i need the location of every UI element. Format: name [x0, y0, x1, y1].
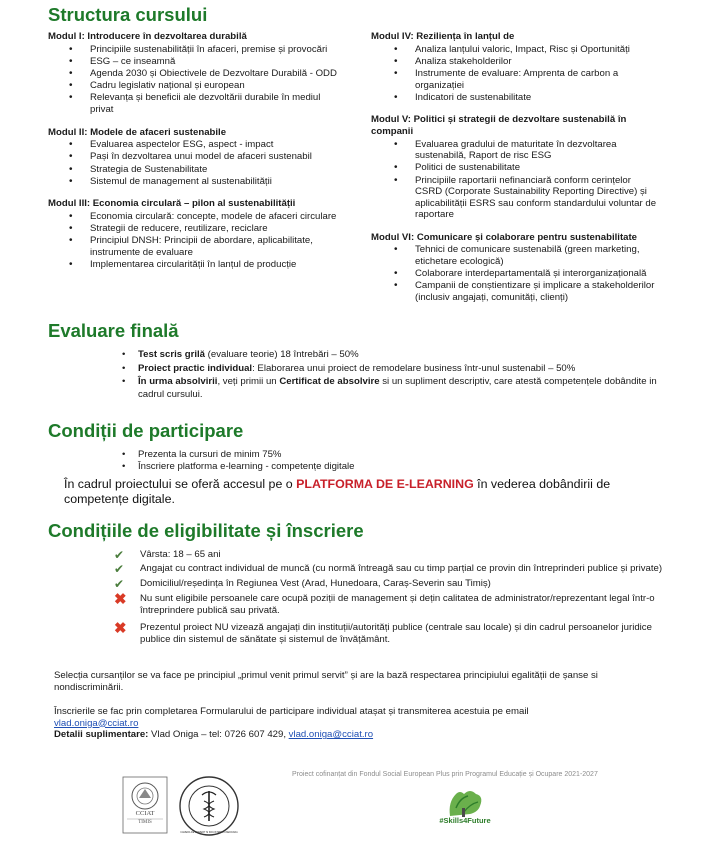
list-item: • Pași în dezvoltarea unui model de afaceri sustenabil: [48, 151, 368, 163]
eligibility-text: Prezentul proiect NU vizează angajați din instituții/autorități publice (centrale sau locale) și din cadrul persoanelor juridice publice din sistemul de sănătate și sistemul de învățământ.: [140, 621, 652, 645]
cci-hunedoara-text: CAMERA DE COMERT SI INDUSTRIE HUNEDOARA: [180, 831, 238, 834]
list-item: • Evaluarea gradului de maturitate în dezvoltarea sustenabilă, Raport de risc ESG: [371, 139, 671, 162]
eligibility-ok-item: [112, 563, 678, 575]
skills4future-logo: [430, 788, 500, 830]
caduceus-emblem-icon: [178, 775, 240, 837]
eligibility-ok-item: [112, 578, 678, 590]
tree-leaves-icon: [430, 788, 500, 818]
module-2: [48, 127, 368, 188]
module-title: Modul III: Economia circulară – pilon al sustenabilității: [48, 198, 296, 210]
cross-icon: ✖: [114, 591, 127, 609]
evaluare-item-proiect: [112, 363, 672, 375]
evaluare-test-bold: Test scris grilă: [138, 349, 206, 360]
list-item: • Analiza lanțului valoric, Impact, Risc și Oportunități: [371, 44, 671, 56]
list-item: • Sistemul de management al sustenabilității: [48, 176, 368, 188]
module-5: [371, 114, 671, 221]
cciat-logo-subtext: TIMIS: [138, 820, 152, 825]
conditii-list: [112, 449, 355, 473]
list-item: • Campanii de conștientizare și implicare a stakeholderilor (inclusiv angajați, comunități, clienți): [371, 280, 671, 303]
cciat-emblem-icon: [122, 776, 168, 834]
eligibilitate-list: [112, 549, 678, 651]
list-item: • Înscriere platforma e-learning - competențe digitale: [112, 461, 355, 473]
module-title: Modul V: Politici și strategii de dezvoltare sustenabilă în companii: [371, 114, 627, 137]
footer-cofinantare: Proiect cofinanțat din Fondul Social European Plus prin Programul Educație și Ocupare 2021-2027: [292, 771, 598, 778]
evaluare-absolvire-bold: În urma absolvirii: [138, 376, 218, 388]
elearning-post: în vederea dobândirii de competențe digitale.: [64, 477, 611, 506]
evaluare-absolvire-mid: , veți primii un: [217, 376, 280, 388]
module-6: [371, 232, 671, 304]
module-title: Modul II: Modele de afaceri sustenabile: [48, 126, 227, 138]
list-item: • Instrumente de evaluare: Amprenta de carbon a organizației: [371, 68, 671, 91]
list-item: • Colaborare interdepartamentală și interorganizațională: [371, 268, 671, 280]
heading-evaluare: Evaluare finală: [48, 320, 179, 341]
cciat-logo: [122, 776, 168, 834]
list-item: • Tehnici de comunicare sustenabilă (green marketing, etichetare ecologică): [371, 244, 671, 267]
list-item: • Politici de sustenabilitate: [371, 162, 671, 174]
evaluare-proiect-bold: Proiect practic individual: [138, 362, 253, 374]
module-title: Modul VI: Comunicare și colaborare pentru sustenabilitate: [371, 231, 638, 243]
skills4future-text: #Skills4Future: [439, 816, 491, 825]
eligibility-ok-item: [112, 549, 678, 561]
eligibility-text: Vârsta: 18 – 65 ani: [140, 549, 221, 560]
detalii-email-link[interactable]: vlad.oniga@cciat.ro: [288, 729, 374, 741]
list-item: • Relevanța și beneficii ale dezvoltării durabile în mediul privat: [48, 92, 368, 115]
inscriere-text: Înscrierile se fac prin completarea Formularului de participare individual atașat și transmiterea acestuia pe email: [54, 706, 529, 717]
modules-left-column: [48, 31, 368, 283]
inscriere-block: [54, 706, 664, 741]
selectia-paragraph: Selecția cursanților se va face pe principiul „primul venit primul servit” și are la bază respectarea principiului egalității de șanse si nondiscriminării.: [54, 670, 598, 693]
cross-icon: ✖: [114, 619, 127, 637]
inscriere-email-link[interactable]: vlad.oniga@cciat.ro: [54, 717, 139, 729]
module-title: Modul IV: Reziliența în lanțul de: [371, 31, 515, 42]
list-item: • Implementarea circularității în lanțul de producție: [48, 259, 368, 271]
evaluare-item-absolvire: [112, 376, 672, 400]
check-icon: ✔: [114, 562, 125, 577]
cciat-logo-text: CCIAT: [135, 810, 155, 817]
list-item: • Strategii de reducere, reutilizare, reciclare: [48, 223, 368, 235]
modules-right-column: [371, 31, 671, 316]
heading-conditii: Condiții de participare: [48, 420, 244, 441]
heading-eligibilitate: Condițiile de eligibilitate și înscriere: [48, 520, 364, 541]
module-1: [48, 31, 368, 116]
module-3: [48, 198, 368, 270]
list-item: • Cadru legislativ național și european: [48, 80, 368, 92]
elearning-note: [64, 477, 664, 507]
detalii-text: Vlad Oniga – tel: 0726 607 429,: [148, 729, 289, 741]
heading-structura: Structura cursului: [48, 4, 208, 25]
list-item: • Economia circulară: concepte, modele de afaceri circulare: [48, 211, 368, 223]
evaluare-certificat-bold: Certificat de absolvire: [279, 376, 380, 388]
eligibility-text: Angajat cu contract individual de muncă (cu normă întreagă sau cu timp parțial ce provin din întreprinderi publice și private): [140, 563, 663, 575]
list-item: • Agenda 2030 și Obiectivele de Dezvoltare Durabilă - ODD: [48, 68, 368, 80]
list-item: • Principiile sustenabilității în afaceri, premise și provocări: [48, 44, 368, 56]
evaluare-test-text: (evaluare teorie) 18 întrebări – 50%: [205, 349, 359, 360]
module-4: [371, 31, 671, 103]
list-item: • Prezenta la cursuri de minim 75%: [112, 449, 355, 461]
check-icon: ✔: [114, 548, 125, 562]
list-item: • Analiza stakeholderilor: [371, 56, 671, 68]
check-icon: ✔: [114, 576, 125, 591]
list-item: • Evaluarea aspectelor ESG, aspect - impact: [48, 139, 368, 151]
list-item: • Principiile raportarii nefinanciară conform cerințelor CSRD (Corporate Sustainability Reporting Directive) și aplicabilității ESRS sau conform standardului voluntar de raportare: [371, 175, 671, 221]
list-item: • ESG – ce inseamnă: [48, 56, 368, 68]
elearning-pre: În cadrul proiectului se oferă accesul pe o: [64, 477, 297, 491]
list-item: • Indicatori de sustenabilitate: [371, 92, 671, 104]
evaluare-item-test: [112, 349, 672, 361]
module-title: Modul I: Introducere în dezvoltarea durabilă: [48, 31, 247, 42]
evaluare-absolvire-end: si un supliment descriptiv, care atestă competențele dobândite in cadrul cursului.: [138, 376, 657, 400]
evaluare-proiect-text: : Elaborarea unui proiect de remodelare business într-unul sustenabil – 50%: [252, 362, 576, 374]
eligibility-text: Nu sunt eligibile persoanele care ocupă poziții de management și dețin calitatea de administrator/reprezentant legal într-o întreprindere publică sau privată.: [140, 593, 655, 617]
eligibility-no-item: [112, 593, 678, 617]
list-item: • Principiul DNSH: Principii de abordare, aplicabilitate, instrumente de evaluare: [48, 235, 368, 258]
evaluare-list: [112, 349, 672, 402]
eligibility-text: Domiciliul/reședința în Regiunea Vest (Arad, Hunedoara, Caraș-Severin sau Timiș): [140, 577, 491, 589]
list-item: • Strategia de Sustenabilitate: [48, 164, 368, 176]
cci-hunedoara-logo: [178, 775, 240, 837]
detalii-label: Detalii suplimentare:: [54, 729, 149, 741]
eligibility-no-item: [112, 619, 678, 646]
elearning-highlight: PLATFORMA DE E-LEARNING: [296, 477, 474, 491]
